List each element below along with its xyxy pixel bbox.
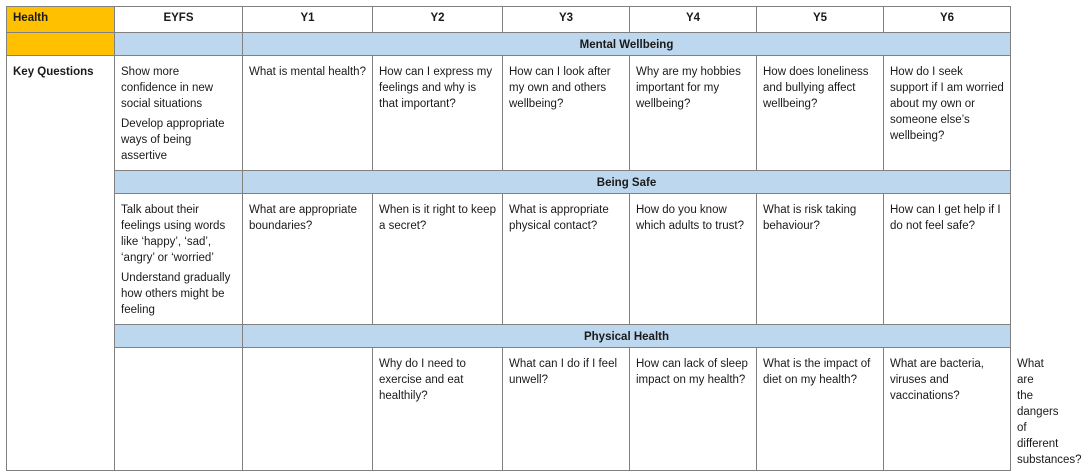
section-row-mental-wellbeing <box>7 56 1011 171</box>
question-cell-y2: How can I express my feelings and why is that important? <box>373 56 503 171</box>
eyfs-cell <box>115 194 243 325</box>
section-title-being-safe: Being Safe <box>243 171 1011 194</box>
question-cell-y4: Why are my hobbies important for my wellbeing? <box>630 56 757 171</box>
question-cell-y2: What can I do if I feel unwell? <box>503 348 630 471</box>
band-eyfs-fill <box>115 171 243 194</box>
question-cell-y6: How do I seek support if I am worried about my own or someone else’s wellbeing? <box>884 56 1011 171</box>
header-row <box>7 7 1011 33</box>
eyfs-text: Develop appropriate ways of being assertive <box>121 118 225 162</box>
question-cell-y6: How can I get help if I do not feel safe? <box>884 194 1011 325</box>
section-band-row <box>7 325 1011 348</box>
col-header-y5: Y5 <box>757 7 884 33</box>
row-label-empty <box>115 348 243 471</box>
section-row-being-safe <box>7 194 1011 325</box>
subject-header-fill <box>7 33 115 56</box>
section-band-row <box>7 33 1011 56</box>
question-cell-y4: How do you know which adults to trust? <box>630 194 757 325</box>
question-cell-y1: What are appropriate boundaries? <box>243 194 373 325</box>
eyfs-text: Understand gradually how others might be feeling <box>121 272 231 316</box>
question-cell-y2: When is it right to keep a secret? <box>373 194 503 325</box>
row-label-key-questions: Key Questions <box>7 56 115 471</box>
question-cell-y1: What is mental health? <box>243 56 373 171</box>
col-header-y2: Y2 <box>373 7 503 33</box>
question-cell-y5: What are bacteria, viruses and vaccinations? <box>884 348 1011 471</box>
section-title-physical-health: Physical Health <box>243 325 1011 348</box>
col-header-y3: Y3 <box>503 7 630 33</box>
section-band-row <box>7 171 1011 194</box>
band-eyfs-fill <box>115 33 243 56</box>
eyfs-cell <box>115 56 243 171</box>
col-header-y4: Y4 <box>630 7 757 33</box>
section-row-physical-health: Why do I need to exercise and eat healthily? What can I do if I feel unwell? How can lack of sleep impact on my health? What is the impact of diet on my health? What are bacteria, viruses and vaccinations? What are the dangers of different substances? <box>7 348 1011 471</box>
question-cell-y3: How can I look after my own and others wellbeing? <box>503 56 630 171</box>
col-header-y1: Y1 <box>243 7 373 33</box>
question-cell-y5: What is risk taking behaviour? <box>757 194 884 325</box>
col-header-y6: Y6 <box>884 7 1011 33</box>
question-cell-y1: Why do I need to exercise and eat healthily? <box>373 348 503 471</box>
eyfs-cell <box>243 348 373 471</box>
band-eyfs-fill <box>115 325 243 348</box>
subject-header: Health <box>7 7 115 33</box>
col-header-eyfs: EYFS <box>115 7 243 33</box>
question-cell-y4: What is the impact of diet on my health? <box>757 348 884 471</box>
curriculum-table <box>6 6 1082 471</box>
section-title-mental-wellbeing: Mental Wellbeing <box>243 33 1011 56</box>
question-cell-y3: How can lack of sleep impact on my health? <box>630 348 757 471</box>
question-cell-y3: What is appropriate physical contact? <box>503 194 630 325</box>
question-cell-y5: How does loneliness and bullying affect wellbeing? <box>757 56 884 171</box>
eyfs-text: Show more confidence in new social situations <box>121 66 214 110</box>
eyfs-text: Talk about their feelings using words like ‘happy’, ‘sad’, ‘angry’ or ‘worried’ <box>121 204 226 264</box>
